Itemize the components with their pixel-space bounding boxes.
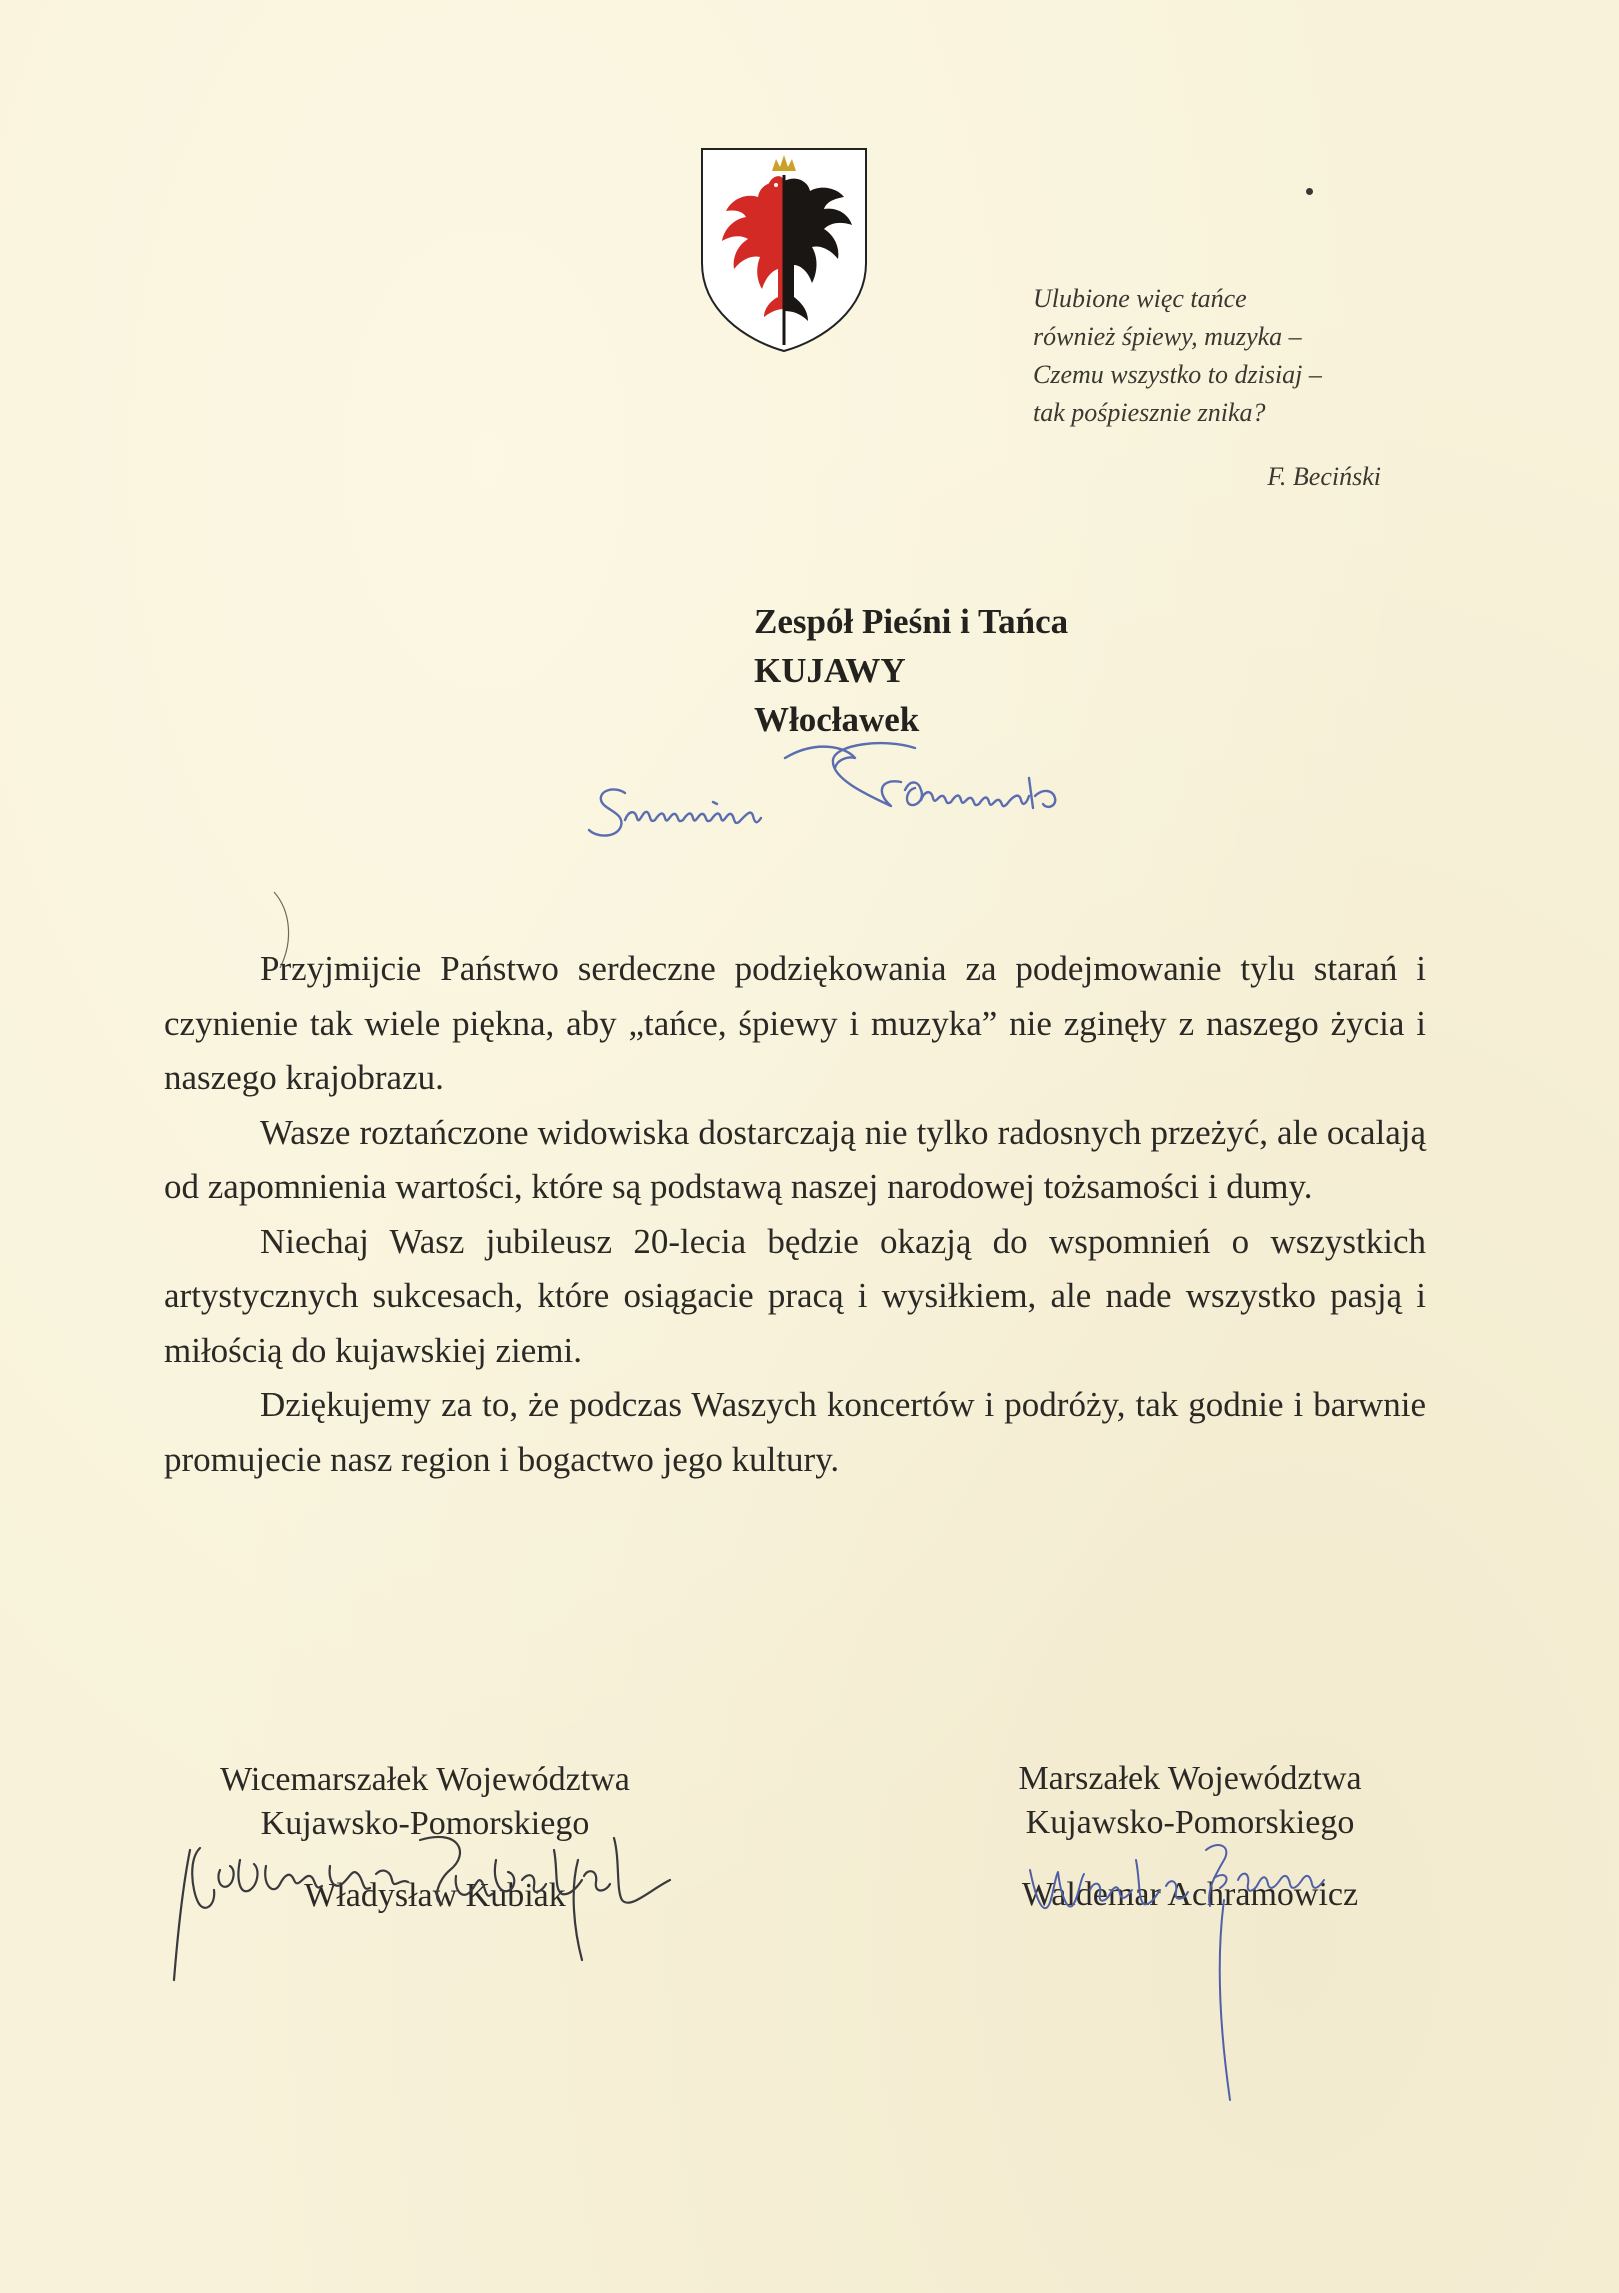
handwritten-greeting: [585, 738, 1205, 873]
signatory-name: Waldemar Achramowicz: [1021, 1876, 1359, 1913]
signatory-right: [940, 1757, 1440, 1917]
signatory-title: Wicemarszałek Województwa: [220, 1761, 630, 1798]
epigraph-line: Czemu wszystko to dzisiaj –: [1033, 360, 1322, 389]
recipient-address: [754, 597, 1068, 744]
recipient-line: Zespół Pieśni i Tańca: [754, 602, 1069, 641]
letter-body: [164, 942, 1426, 1487]
epigraph-author: F. Beciński: [1267, 462, 1381, 491]
epigraph-line: Ulubione więc tańce: [1033, 284, 1247, 313]
epigraph-line: tak pośpiesznie znika?: [1033, 398, 1266, 427]
epigraph-line: również śpiewy, muzyka –: [1033, 322, 1302, 351]
recipient-line: Włocławek: [754, 700, 920, 739]
coat-of-arms-emblem: [698, 145, 870, 355]
signatory-name: Władysław Kubiak: [304, 1877, 566, 1914]
ink-speck: [1306, 188, 1313, 195]
recipient-line: KUJAWY: [754, 651, 906, 690]
body-paragraph: Przyjmijcie Państwo serdeczne podziękowania za podejmowanie tylu starań i czynienie tak wiele piękna, aby „tańce, śpiewy i muzyka” nie zginęły z naszego życia i naszego krajobrazu.: [164, 949, 1426, 1097]
epigraph: [1033, 280, 1433, 432]
body-paragraph: Dziękujemy za to, że podczas Waszych koncertów i podróży, tak godnie i barwnie promujecie nasz region i bogactwo jego kultury.: [164, 1385, 1426, 1479]
signatory-left: [160, 1758, 690, 1918]
signatory-title: Kujawsko-Pomorskiego: [260, 1805, 590, 1842]
body-paragraph: Wasze roztańczone widowiska dostarczają nie tylko radosnych przeżyć, ale ocalają od zapomnienia wartości, które są podstawą naszej narodowej tożsamości i dumy.: [164, 1112, 1426, 1206]
signatory-title: Marszałek Województwa: [1018, 1760, 1362, 1797]
signatory-title: Kujawsko-Pomorskiego: [1025, 1804, 1355, 1841]
body-paragraph: Niechaj Wasz jubileusz 20-lecia będzie okazją do wspomnień o wszystkich artystycznych sukcesach, które osiągacie pracą i wysiłkiem, ale nade wszystko pasją i miłością do kujawskiej ziemi.: [164, 1221, 1426, 1370]
